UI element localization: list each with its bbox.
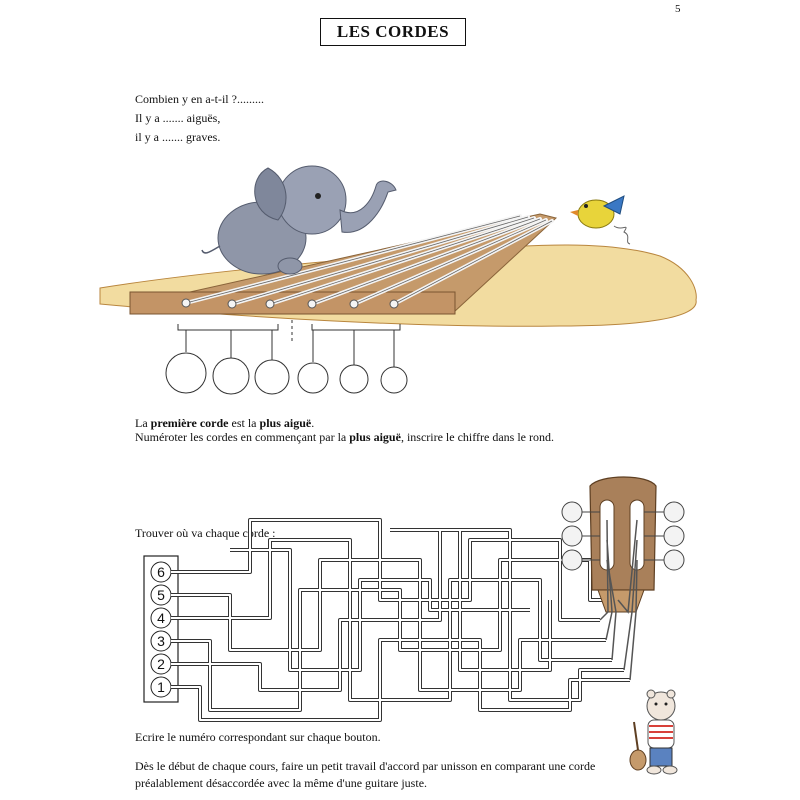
instruction-line-1: La première corde est la plus aiguë. [135, 416, 315, 430]
question-low-strings: il y a ....... graves. [135, 130, 221, 144]
tuning-peg [562, 502, 582, 522]
tuning-peg [562, 550, 582, 570]
question-count: Combien y en a-t-il ?......... [135, 92, 264, 106]
tuning-peg [562, 526, 582, 546]
footer-instruction-2: Dès le début de chaque cours, faire un petit travail d'accord par unisson en comparant une corde [135, 759, 596, 773]
tuning-peg [664, 526, 684, 546]
guitar-headstock [562, 477, 684, 680]
tuning-peg [664, 550, 684, 570]
footer-instruction-1: Ecrire le numéro correspondant sur chaque bouton. [135, 730, 381, 744]
maze-prompt: Trouver où va chaque corde : [135, 526, 276, 540]
maze-number: 2 [157, 656, 165, 672]
page-number: 5 [675, 3, 681, 15]
tuning-peg [664, 502, 684, 522]
instruction-line-2: Numéroter les cordes en commençant par la plus aiguë, inscrire le chiffre dans le rond. [135, 430, 554, 444]
maze-number: 4 [157, 610, 165, 626]
maze-number: 3 [157, 633, 165, 649]
maze-number: 1 [157, 679, 165, 695]
maze-number: 6 [157, 564, 165, 580]
question-high-strings: Il y a ....... aiguës, [135, 111, 221, 125]
maze-paths [171, 520, 630, 720]
page-title: LES CORDES [320, 18, 466, 46]
bear-illustration [630, 690, 677, 774]
footer-instruction-3: préalablement désaccordée avec la même d'une guitare juste. [135, 776, 428, 790]
maze-number: 5 [157, 587, 165, 603]
